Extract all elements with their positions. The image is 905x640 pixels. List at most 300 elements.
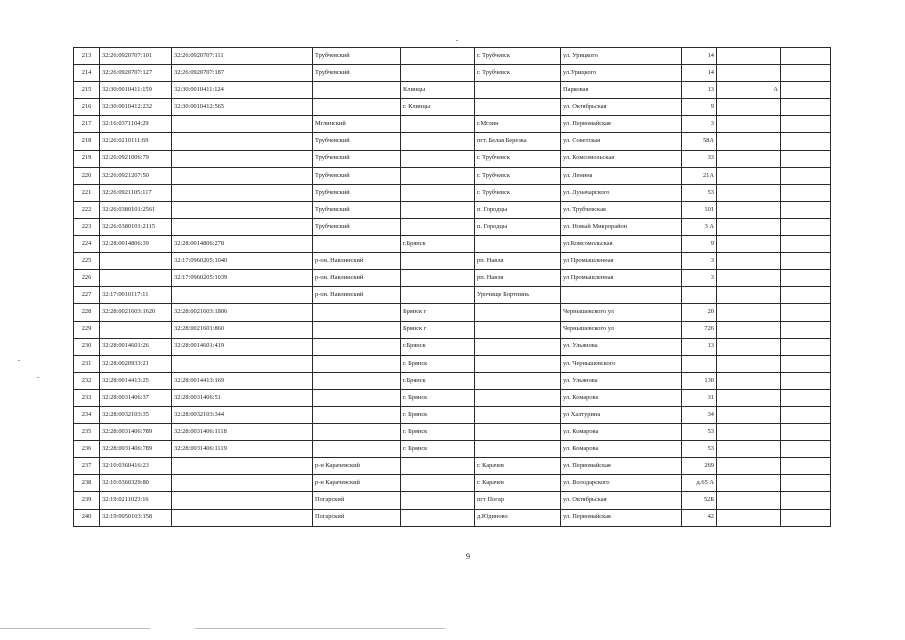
locality-cell: г. Трубчевск (475, 184, 561, 201)
district-cell (313, 372, 401, 389)
table-row (74, 458, 831, 475)
settlement-cell: г. Брянск (401, 406, 475, 423)
street-cell (561, 287, 682, 304)
building-letter-cell (717, 270, 781, 287)
page-number: 9 (466, 552, 470, 561)
settlement-cell (401, 509, 475, 526)
cadastral-land-cell: 32:26:0920707:101 (100, 48, 172, 65)
row-number-cell: 229 (74, 321, 100, 338)
extra-cell (781, 389, 831, 406)
row-number-cell: 235 (74, 424, 100, 441)
settlement-cell: г. Брянск (401, 389, 475, 406)
table-row (74, 304, 831, 321)
table-row (74, 475, 831, 492)
row-number-cell: 232 (74, 372, 100, 389)
house-number-cell: 130 (682, 372, 717, 389)
street-cell: ул.Комсомольская (561, 236, 682, 253)
settlement-cell: Брянск г (401, 321, 475, 338)
building-letter-cell (717, 167, 781, 184)
extra-cell (781, 287, 831, 304)
cadastral-building-cell (172, 167, 313, 184)
settlement-cell: Брянск г (401, 304, 475, 321)
house-number-cell: 9 (682, 99, 717, 116)
district-cell: р-он. Навлинский (313, 253, 401, 270)
building-letter-cell (717, 133, 781, 150)
cadastral-building-cell: 32:28:0031406:1119 (172, 441, 313, 458)
row-number-cell: 217 (74, 116, 100, 133)
extra-cell (781, 218, 831, 235)
row-number-cell: 219 (74, 150, 100, 167)
district-cell (313, 355, 401, 372)
row-number-cell: 238 (74, 475, 100, 492)
house-number-cell: 726 (682, 321, 717, 338)
extra-cell (781, 321, 831, 338)
extra-cell (781, 475, 831, 492)
settlement-cell (401, 65, 475, 82)
district-cell: Трубчевский (313, 48, 401, 65)
district-cell (313, 389, 401, 406)
settlement-cell: г.Брянск (401, 338, 475, 355)
row-number-cell: 234 (74, 406, 100, 423)
house-number-cell: 33 (682, 150, 717, 167)
row-number-cell: 231 (74, 355, 100, 372)
district-cell (313, 304, 401, 321)
district-cell: Погарский (313, 509, 401, 526)
locality-cell (475, 424, 561, 441)
district-cell: р-он. Навлинский (313, 270, 401, 287)
street-cell: ул. Ульянова (561, 372, 682, 389)
extra-cell (781, 355, 831, 372)
row-number-cell: 222 (74, 201, 100, 218)
cadastral-building-cell (172, 475, 313, 492)
extra-cell (781, 270, 831, 287)
row-number-cell: 214 (74, 65, 100, 82)
cadastral-building-cell: 32:30:0010412:565 (172, 99, 313, 116)
house-number-cell: 269 (682, 458, 717, 475)
locality-cell: г. Трубчевск (475, 48, 561, 65)
building-letter-cell (717, 458, 781, 475)
house-number-cell: 53 (682, 424, 717, 441)
building-letter-cell (717, 287, 781, 304)
district-cell (313, 441, 401, 458)
house-number-cell: 13 (682, 338, 717, 355)
row-number-cell: 230 (74, 338, 100, 355)
row-number-cell: 236 (74, 441, 100, 458)
registry-table (73, 47, 831, 527)
table-row (74, 150, 831, 167)
cadastral-land-cell: 32:26:0921006:79 (100, 150, 172, 167)
cadastral-building-cell: 32:28:0014413:169 (172, 372, 313, 389)
street-cell: Парковая (561, 82, 682, 99)
locality-cell: г. Трубчевск (475, 150, 561, 167)
street-cell: ул. Урицкого (561, 48, 682, 65)
locality-cell: Урочище Бортнинь (475, 287, 561, 304)
cadastral-building-cell: 32:26:0920707:187 (172, 65, 313, 82)
building-letter-cell (717, 389, 781, 406)
extra-cell (781, 492, 831, 509)
district-cell (313, 236, 401, 253)
house-number-cell (682, 355, 717, 372)
cadastral-building-cell (172, 355, 313, 372)
locality-cell (475, 338, 561, 355)
table-row (74, 167, 831, 184)
district-cell: Трубчевский (313, 133, 401, 150)
locality-cell: г. Трубчевск (475, 167, 561, 184)
row-number-cell: 218 (74, 133, 100, 150)
row-number-cell: 227 (74, 287, 100, 304)
locality-cell: д.Юдиново (475, 509, 561, 526)
cadastral-building-cell: 32:17:0960205:1040 (172, 253, 313, 270)
house-number-cell: 3 (682, 116, 717, 133)
cadastral-building-cell: 32:26:0920707:111 (172, 48, 313, 65)
cadastral-land-cell: 32:28:0031406:789 (100, 424, 172, 441)
settlement-cell (401, 253, 475, 270)
house-number-cell: 9 (682, 236, 717, 253)
cadastral-building-cell: 32:28:0014806:278 (172, 236, 313, 253)
settlement-cell (401, 458, 475, 475)
settlement-cell (401, 133, 475, 150)
table-row (74, 99, 831, 116)
extra-cell (781, 65, 831, 82)
table-row (74, 441, 831, 458)
house-number-cell: 21А (682, 167, 717, 184)
row-number-cell: 225 (74, 253, 100, 270)
extra-cell (781, 184, 831, 201)
locality-cell (475, 441, 561, 458)
table-row (74, 270, 831, 287)
cadastral-land-cell (100, 321, 172, 338)
table-row (74, 389, 831, 406)
cadastral-land-cell: 32:28:0014413:25 (100, 372, 172, 389)
table-row (74, 406, 831, 423)
district-cell: Трубчевский (313, 65, 401, 82)
locality-cell: г. Карачев (475, 458, 561, 475)
street-cell: ул. Советская (561, 133, 682, 150)
table-row (74, 355, 831, 372)
extra-cell (781, 509, 831, 526)
row-number-cell: 216 (74, 99, 100, 116)
house-number-cell: 42 (682, 509, 717, 526)
table-row (74, 287, 831, 304)
table-row (74, 338, 831, 355)
table-row (74, 65, 831, 82)
row-number-cell: 239 (74, 492, 100, 509)
settlement-cell: г.Брянск (401, 372, 475, 389)
row-number-cell: 223 (74, 218, 100, 235)
settlement-cell (401, 218, 475, 235)
table-body (74, 48, 831, 527)
street-cell: Чернышевского ул (561, 304, 682, 321)
settlement-cell (401, 167, 475, 184)
row-number-cell: 224 (74, 236, 100, 253)
house-number-cell: 52Б (682, 492, 717, 509)
street-cell: ул.Урицкого (561, 65, 682, 82)
house-number-cell: 14 (682, 48, 717, 65)
cadastral-land-cell: 32:26:0921207:50 (100, 167, 172, 184)
street-cell: ул. Ульянова (561, 338, 682, 355)
building-letter-cell (717, 338, 781, 355)
extra-cell (781, 406, 831, 423)
building-letter-cell (717, 48, 781, 65)
street-cell: ул. Комарова (561, 389, 682, 406)
locality-cell: рп. Навля (475, 270, 561, 287)
row-number-cell: 226 (74, 270, 100, 287)
district-cell: р-н Карачевский (313, 458, 401, 475)
row-number-cell: 237 (74, 458, 100, 475)
settlement-cell (401, 150, 475, 167)
street-cell: ул. Комарова (561, 441, 682, 458)
street-cell: ул. Новый Микрорайон (561, 218, 682, 235)
street-cell: ул. Комсомольская (561, 150, 682, 167)
street-cell: ул. Октябрьская (561, 99, 682, 116)
locality-cell (475, 406, 561, 423)
table-row (74, 236, 831, 253)
cadastral-land-cell: 32:28:0020933:21 (100, 355, 172, 372)
locality-cell (475, 389, 561, 406)
settlement-cell: г. Брянск (401, 424, 475, 441)
street-cell: ул. Октябрьская (561, 492, 682, 509)
row-number-cell: 213 (74, 48, 100, 65)
cadastral-building-cell: 32:28:0021603:1806 (172, 304, 313, 321)
building-letter-cell: А (717, 82, 781, 99)
settlement-cell (401, 492, 475, 509)
extra-cell (781, 116, 831, 133)
cadastral-building-cell: 32:30:0010411:124 (172, 82, 313, 99)
scan-speck (18, 360, 20, 361)
extra-cell (781, 82, 831, 99)
building-letter-cell (717, 184, 781, 201)
cadastral-building-cell: 32:28:0014601:419 (172, 338, 313, 355)
extra-cell (781, 167, 831, 184)
building-letter-cell (717, 475, 781, 492)
extra-cell (781, 441, 831, 458)
district-cell: Трубчевский (313, 184, 401, 201)
extra-cell (781, 304, 831, 321)
district-cell: р-н Карачевский (313, 475, 401, 492)
cadastral-building-cell (172, 133, 313, 150)
house-number-cell: 3 (682, 270, 717, 287)
row-number-cell: 220 (74, 167, 100, 184)
locality-cell: рп. Навля (475, 253, 561, 270)
row-number-cell: 233 (74, 389, 100, 406)
street-cell: ул. Луначарского (561, 184, 682, 201)
house-number-cell: 3 (682, 253, 717, 270)
extra-cell (781, 99, 831, 116)
district-cell (313, 406, 401, 423)
building-letter-cell (717, 116, 781, 133)
building-letter-cell (717, 304, 781, 321)
cadastral-building-cell (172, 287, 313, 304)
settlement-cell: г. Брянск (401, 355, 475, 372)
extra-cell (781, 150, 831, 167)
building-letter-cell (717, 492, 781, 509)
street-cell: ул Промышленная (561, 270, 682, 287)
house-number-cell: д.65 А (682, 475, 717, 492)
cadastral-land-cell: 32:28:0031406:37 (100, 389, 172, 406)
cadastral-land-cell: 32:28:0032103:35 (100, 406, 172, 423)
settlement-cell: Клинцы (401, 82, 475, 99)
cadastral-building-cell: 32:17:0960205:1039 (172, 270, 313, 287)
cadastral-building-cell: 32:28:0021601:860 (172, 321, 313, 338)
cadastral-land-cell: 32:30:0010412:232 (100, 99, 172, 116)
table-row (74, 321, 831, 338)
cadastral-land-cell: 32:26:0380101:2561 (100, 201, 172, 218)
cadastral-land-cell: 32:28:0014601:26 (100, 338, 172, 355)
district-cell: р-он. Навлинский (313, 287, 401, 304)
cadastral-building-cell (172, 184, 313, 201)
district-cell (313, 321, 401, 338)
locality-cell: п. Городцы (475, 218, 561, 235)
cadastral-land-cell (100, 270, 172, 287)
building-letter-cell (717, 65, 781, 82)
table-row (74, 201, 831, 218)
cadastral-land-cell: 32:10:0360329:80 (100, 475, 172, 492)
extra-cell (781, 372, 831, 389)
house-number-cell: 14 (682, 65, 717, 82)
cadastral-land-cell: 32:16:0371104:29 (100, 116, 172, 133)
locality-cell: г. Карачев (475, 475, 561, 492)
locality-cell: п. Городцы (475, 201, 561, 218)
cadastral-land-cell: 32:26:0210111:69 (100, 133, 172, 150)
building-letter-cell (717, 424, 781, 441)
district-cell (313, 99, 401, 116)
extra-cell (781, 236, 831, 253)
cadastral-land-cell: 32:28:0021603:1620 (100, 304, 172, 321)
cadastral-land-cell: 32:28:0014806:39 (100, 236, 172, 253)
district-cell: Погарский (313, 492, 401, 509)
locality-cell (475, 236, 561, 253)
house-number-cell: 3 А (682, 218, 717, 235)
row-number-cell: 240 (74, 509, 100, 526)
settlement-cell: г. Брянск (401, 441, 475, 458)
settlement-cell (401, 287, 475, 304)
street-cell: ул. Первомайская (561, 458, 682, 475)
cadastral-building-cell (172, 492, 313, 509)
table-row (74, 372, 831, 389)
building-letter-cell (717, 218, 781, 235)
cadastral-land-cell: 32:28:0031406:789 (100, 441, 172, 458)
cadastral-building-cell (172, 150, 313, 167)
row-number-cell: 221 (74, 184, 100, 201)
building-letter-cell (717, 236, 781, 253)
building-letter-cell (717, 355, 781, 372)
locality-cell: г.Мглин (475, 116, 561, 133)
street-cell: ул. Комарова (561, 424, 682, 441)
settlement-cell (401, 48, 475, 65)
locality-cell: г. Трубчевск (475, 65, 561, 82)
cadastral-land-cell (100, 253, 172, 270)
locality-cell (475, 372, 561, 389)
cadastral-building-cell (172, 458, 313, 475)
settlement-cell (401, 201, 475, 218)
table-row (74, 116, 831, 133)
house-number-cell: 13 (682, 82, 717, 99)
building-letter-cell (717, 441, 781, 458)
cadastral-building-cell (172, 116, 313, 133)
house-number-cell (682, 287, 717, 304)
street-cell: Чернышевского ул (561, 321, 682, 338)
building-letter-cell (717, 99, 781, 116)
locality-cell (475, 304, 561, 321)
cadastral-building-cell: 32:28:0031406:51 (172, 389, 313, 406)
table-row (74, 48, 831, 65)
scan-speck (456, 40, 458, 41)
row-number-cell: 215 (74, 82, 100, 99)
scan-speck (37, 377, 39, 378)
building-letter-cell (717, 406, 781, 423)
cadastral-building-cell: 32:28:0031406:1118 (172, 424, 313, 441)
district-cell (313, 82, 401, 99)
house-number-cell: 53 (682, 184, 717, 201)
extra-cell (781, 133, 831, 150)
street-cell: ул. Первомайская (561, 509, 682, 526)
district-cell: Трубчевский (313, 167, 401, 184)
cadastral-land-cell: 32:26:0920707:127 (100, 65, 172, 82)
extra-cell (781, 458, 831, 475)
table-row (74, 82, 831, 99)
scan-artifact-line (0, 628, 150, 629)
settlement-cell (401, 116, 475, 133)
building-letter-cell (717, 150, 781, 167)
street-cell: ул. Володарского (561, 475, 682, 492)
extra-cell (781, 424, 831, 441)
table-row (74, 253, 831, 270)
cadastral-building-cell (172, 509, 313, 526)
street-cell: ул Промышленная (561, 253, 682, 270)
cadastral-land-cell: 32:30:0010411:159 (100, 82, 172, 99)
cadastral-building-cell: 32:28:0032103:344 (172, 406, 313, 423)
settlement-cell (401, 270, 475, 287)
street-cell: ул. Трубчевская (561, 201, 682, 218)
house-number-cell: 31 (682, 389, 717, 406)
street-cell: ул. Чернышевского (561, 355, 682, 372)
table-row (74, 509, 831, 526)
building-letter-cell (717, 201, 781, 218)
table-row (74, 424, 831, 441)
street-cell: ул. Ленина (561, 167, 682, 184)
locality-cell (475, 321, 561, 338)
locality-cell: пгт Погар (475, 492, 561, 509)
extra-cell (781, 201, 831, 218)
settlement-cell: г.Брянск (401, 236, 475, 253)
scan-artifact-line (195, 628, 445, 629)
building-letter-cell (717, 321, 781, 338)
extra-cell (781, 253, 831, 270)
locality-cell: пгт. Белая Березка (475, 133, 561, 150)
house-number-cell: 34 (682, 406, 717, 423)
settlement-cell (401, 475, 475, 492)
district-cell: Трубчевский (313, 201, 401, 218)
district-cell: Трубчевский (313, 218, 401, 235)
settlement-cell (401, 184, 475, 201)
cadastral-building-cell (172, 218, 313, 235)
table-row (74, 492, 831, 509)
table-row (74, 184, 831, 201)
building-letter-cell (717, 372, 781, 389)
district-cell (313, 338, 401, 355)
settlement-cell: г. Клинцы (401, 99, 475, 116)
cadastral-building-cell (172, 201, 313, 218)
cadastral-land-cell: 32:26:0380101:2115 (100, 218, 172, 235)
district-cell: Мглинский (313, 116, 401, 133)
cadastral-land-cell: 32:26:0921105:117 (100, 184, 172, 201)
house-number-cell: 58А (682, 133, 717, 150)
district-cell (313, 424, 401, 441)
house-number-cell: 101 (682, 201, 717, 218)
cadastral-land-cell: 32:17:0010117:11 (100, 287, 172, 304)
street-cell: ул. Первомайская (561, 116, 682, 133)
cadastral-land-cell: 32:19:0211023:16 (100, 492, 172, 509)
